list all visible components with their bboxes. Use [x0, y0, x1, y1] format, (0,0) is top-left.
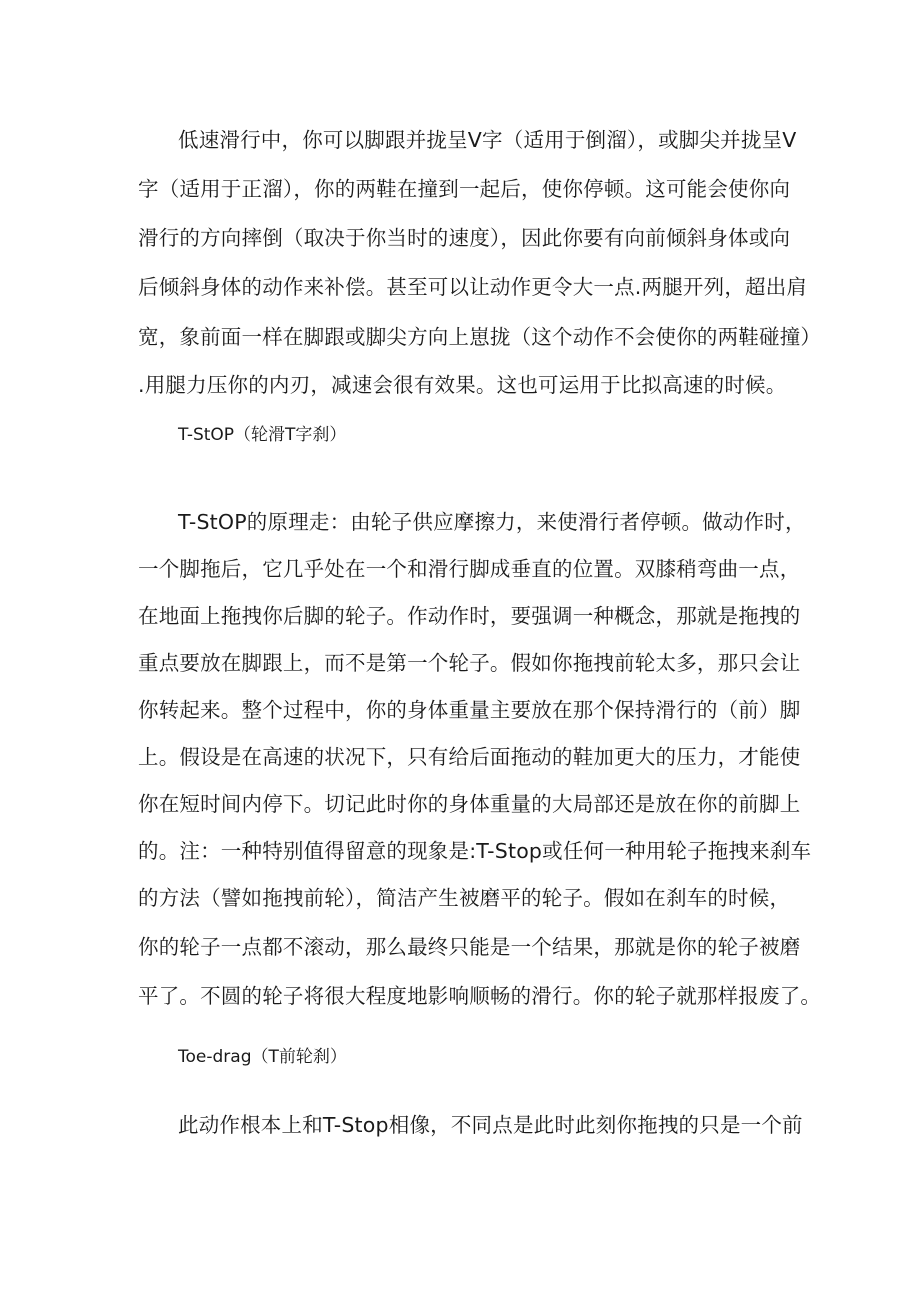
- text-line: 在地面上拖拽你后脚的轮子。作动作时，要强调一种概念，那就是拖拽的: [138, 604, 801, 628]
- section-heading-toe-drag: Toe-drag（T前轮刹）: [178, 1047, 347, 1067]
- text-line: 后倾斜身体的动作来补偿。甚至可以让动作更令大一点.两腿开列，超出肩: [138, 275, 808, 299]
- text-line: 的。注：一种特别值得留意的现象是:T-Stop或任何一种用轮子拖拽来刹车: [138, 839, 812, 863]
- text-line: .用腿力压你的内刃，减速会很有效果。这也可运用于比拟高速的时候。: [138, 373, 787, 397]
- text-line: 重点要放在脚跟上，而不是第一个轮子。假如你拖拽前轮太多，那只会让: [138, 651, 801, 675]
- text-line: 的方法（譬如拖拽前轮），简洁产生被磨平的轮子。假如在刹车的时候，: [138, 886, 791, 910]
- text-line: 上。假设是在高速的状况下，只有给后面拖动的鞋加更大的压力，才能使: [138, 745, 801, 769]
- text-line: 此动作根本上和T-Stop相像，不同点是此时此刻你拖拽的只是一个前: [178, 1113, 803, 1137]
- text-line: 字（适用于正溜），你的两鞋在撞到一起后，使你停顿。这可能会使你向: [138, 177, 791, 201]
- text-line: 你的轮子一点都不滚动，那么最终只能是一个结果，那就是你的轮子被磨: [138, 935, 801, 959]
- text-line: 低速滑行中，你可以脚跟并拢呈V字（适用于倒溜），或脚尖并拢呈V: [178, 128, 797, 152]
- section-heading-tstop: T-StOP（轮滑T字刹）: [178, 425, 347, 445]
- text-line: 一个脚拖后，它几乎处在一个和滑行脚成垂直的位置。双膝稍弯曲一点，: [138, 557, 801, 581]
- text-line: 你在短时间内停下。切记此时你的身体重量的大局部还是放在你的前脚上: [138, 792, 801, 816]
- text-line: 滑行的方向摔倒（取决于你当时的速度），因此你要有向前倾斜身体或向: [138, 226, 791, 250]
- text-line: T-StOP的原理走：由轮子供应摩擦力，来使滑行者停顿。做动作时，: [178, 510, 806, 534]
- text-line: 平了。不圆的轮子将很大程度地影响顺畅的滑行。你的轮子就那样报废了。: [138, 984, 822, 1008]
- text-line: 宽，象前面一样在脚跟或脚尖方向上崽拢（这个动作不会使你的两鞋碰撞）: [138, 325, 822, 349]
- text-line: 你转起来。整个过程中，你的身体重量主要放在那个保持滑行的（前）脚: [138, 698, 801, 722]
